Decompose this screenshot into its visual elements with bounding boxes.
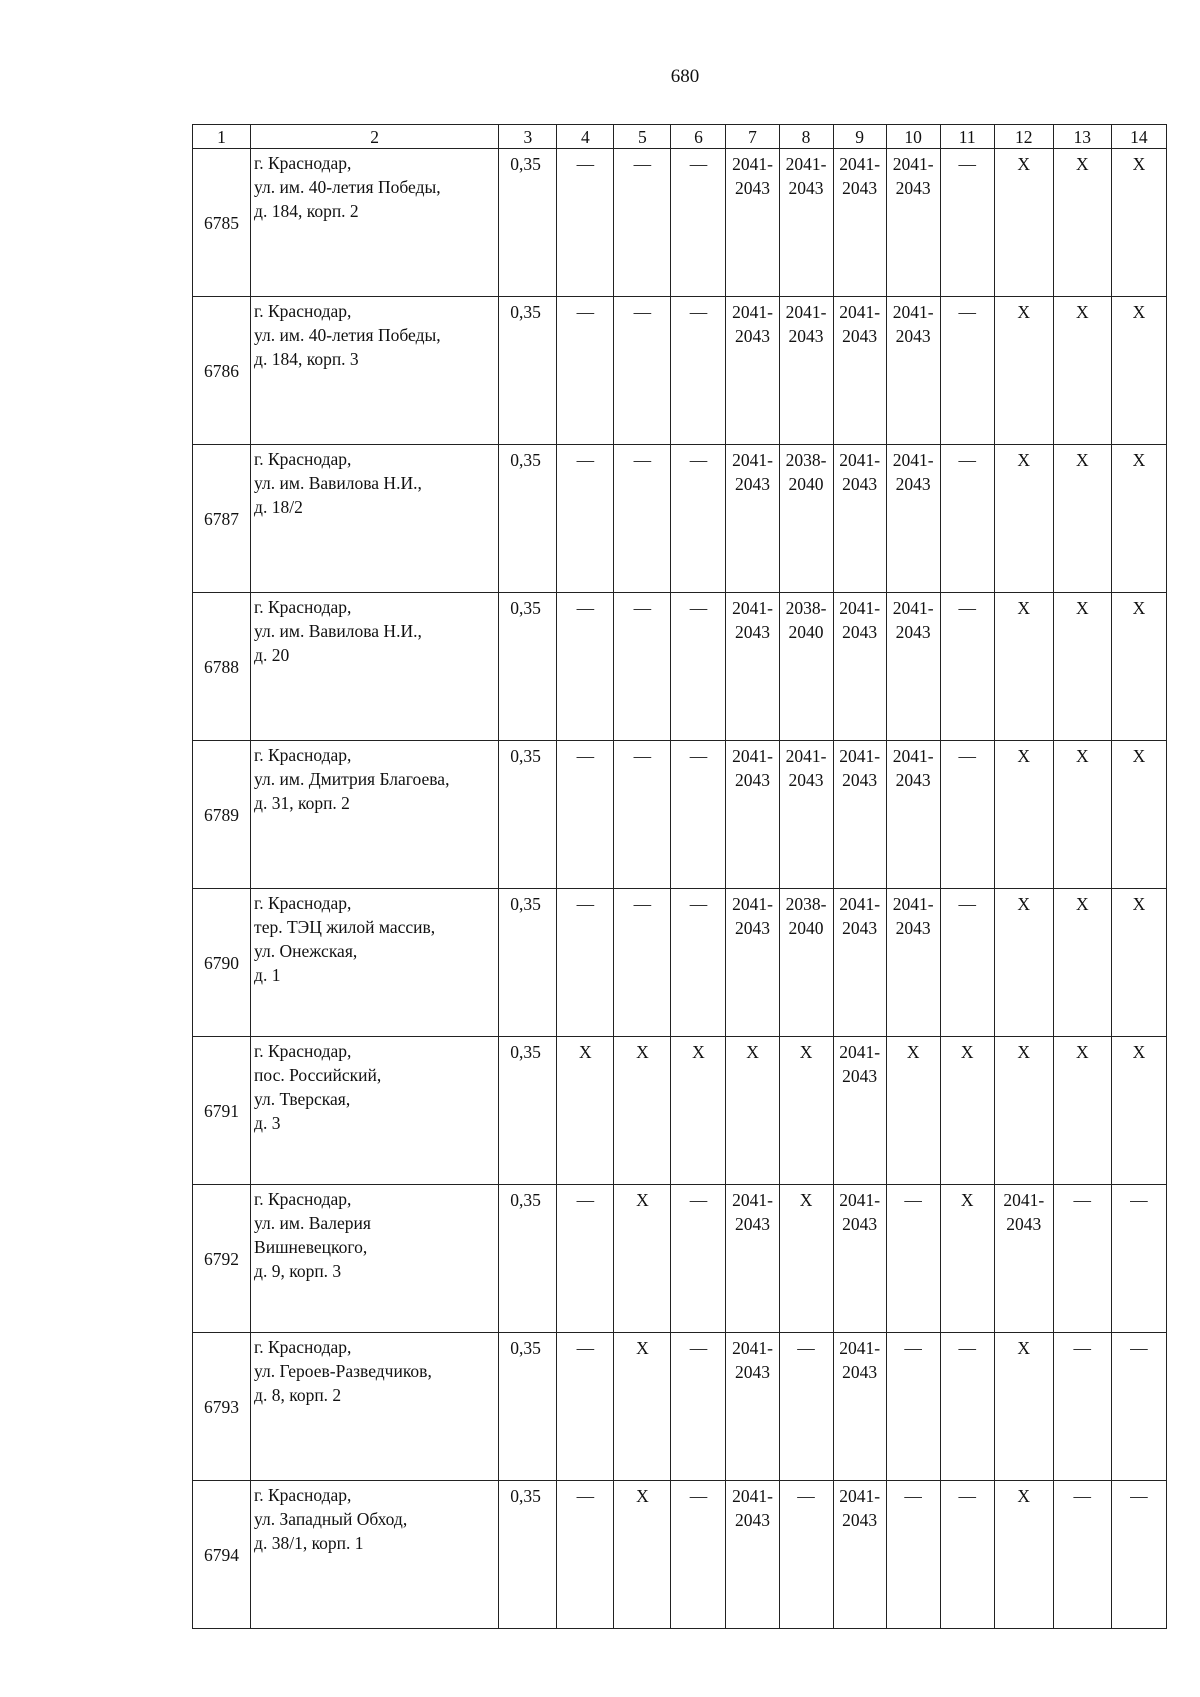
- value-cell: X: [886, 1037, 940, 1185]
- row-number: 6788: [193, 593, 251, 741]
- value-cell: X: [994, 1037, 1053, 1185]
- value-cell: X: [1053, 297, 1111, 445]
- value-cell: 2041- 2043: [833, 149, 886, 297]
- value-cell: —: [1053, 1481, 1111, 1629]
- value-cell: 0,35: [499, 297, 557, 445]
- value-cell: 2041- 2043: [994, 1185, 1053, 1333]
- value-cell: 2041- 2043: [779, 741, 833, 889]
- value-cell: X: [1111, 149, 1166, 297]
- row-number: 6792: [193, 1185, 251, 1333]
- page-number: 680: [670, 66, 700, 87]
- value-cell: —: [940, 149, 994, 297]
- table-row: [193, 149, 1167, 297]
- value-cell: —: [940, 889, 994, 1037]
- value-cell: —: [779, 1481, 833, 1629]
- table-row: [193, 593, 1167, 741]
- value-cell: 2041- 2043: [833, 741, 886, 889]
- value-cell: X: [557, 1037, 614, 1185]
- value-cell: X: [1053, 593, 1111, 741]
- value-cell: —: [1111, 1481, 1166, 1629]
- value-cell: 2041- 2043: [833, 1481, 886, 1629]
- address-line: г. Краснодар,: [254, 1485, 352, 1505]
- row-number: 6793: [193, 1333, 251, 1481]
- column-header: 3: [499, 125, 557, 149]
- value-cell: —: [557, 1185, 614, 1333]
- value-cell: X: [994, 741, 1053, 889]
- value-cell: X: [1111, 889, 1166, 1037]
- value-cell: —: [886, 1185, 940, 1333]
- value-cell: X: [994, 297, 1053, 445]
- column-header: 12: [994, 125, 1053, 149]
- table-row: [193, 1037, 1167, 1185]
- column-header: 9: [833, 125, 886, 149]
- value-cell: 2041- 2043: [886, 741, 940, 889]
- value-cell: 2041- 2043: [726, 889, 779, 1037]
- address-line: ул. им. 40-летия Победы,: [254, 325, 441, 345]
- value-cell: —: [557, 741, 614, 889]
- value-cell: X: [614, 1333, 671, 1481]
- value-cell: —: [1111, 1333, 1166, 1481]
- value-cell: 2041- 2043: [886, 445, 940, 593]
- value-cell: —: [557, 1333, 614, 1481]
- column-header: 10: [886, 125, 940, 149]
- value-cell: 2041- 2043: [833, 1333, 886, 1481]
- value-cell: 0,35: [499, 593, 557, 741]
- row-number: 6786: [193, 297, 251, 445]
- value-cell: 2041- 2043: [886, 593, 940, 741]
- value-cell: —: [886, 1333, 940, 1481]
- address-cell: [251, 297, 499, 445]
- value-cell: X: [994, 149, 1053, 297]
- value-cell: —: [557, 149, 614, 297]
- value-cell: —: [557, 889, 614, 1037]
- address-cell: [251, 1481, 499, 1629]
- address-line: д. 31, корп. 2: [254, 793, 350, 813]
- value-cell: 2041- 2043: [726, 741, 779, 889]
- value-cell: X: [779, 1037, 833, 1185]
- column-header: 8: [779, 125, 833, 149]
- address-line: ул. им. 40-летия Победы,: [254, 177, 441, 197]
- row-number: 6791: [193, 1037, 251, 1185]
- address-line: г. Краснодар,: [254, 597, 352, 617]
- value-cell: —: [557, 297, 614, 445]
- address-line: г. Краснодар,: [254, 1189, 352, 1209]
- value-cell: —: [1053, 1185, 1111, 1333]
- value-cell: 0,35: [499, 445, 557, 593]
- address-line: г. Краснодар,: [254, 1041, 352, 1061]
- value-cell: X: [994, 1481, 1053, 1629]
- value-cell: —: [557, 1481, 614, 1629]
- address-line: ул. им. Дмитрия Благоева,: [254, 769, 450, 789]
- value-cell: 2038- 2040: [779, 889, 833, 1037]
- value-cell: —: [557, 593, 614, 741]
- value-cell: X: [1111, 445, 1166, 593]
- value-cell: 0,35: [499, 1333, 557, 1481]
- address-line: г. Краснодар,: [254, 893, 352, 913]
- value-cell: 2041- 2043: [779, 149, 833, 297]
- address-line: Вишневецкого,: [254, 1237, 368, 1257]
- value-cell: 2041- 2043: [726, 1185, 779, 1333]
- value-cell: 2041- 2043: [833, 445, 886, 593]
- register-table: [192, 124, 1167, 1629]
- table-row: [193, 741, 1167, 889]
- value-cell: 2041- 2043: [726, 1481, 779, 1629]
- value-cell: —: [614, 297, 671, 445]
- value-cell: 2038- 2040: [779, 593, 833, 741]
- address-line: д. 3: [254, 1113, 281, 1133]
- value-cell: X: [1111, 741, 1166, 889]
- value-cell: X: [1111, 1037, 1166, 1185]
- value-cell: 2041- 2043: [833, 889, 886, 1037]
- table-row: [193, 297, 1167, 445]
- value-cell: —: [779, 1333, 833, 1481]
- address-line: ул. им. Вавилова Н.И.,: [254, 473, 422, 493]
- value-cell: X: [1111, 593, 1166, 741]
- column-header: 7: [726, 125, 779, 149]
- value-cell: X: [994, 593, 1053, 741]
- row-number: 6785: [193, 149, 251, 297]
- address-line: ул. им. Валерия: [254, 1213, 371, 1233]
- value-cell: —: [671, 297, 726, 445]
- value-cell: X: [1053, 741, 1111, 889]
- value-cell: —: [671, 149, 726, 297]
- value-cell: —: [614, 593, 671, 741]
- value-cell: X: [1053, 445, 1111, 593]
- table-row: [193, 889, 1167, 1037]
- value-cell: 2041- 2043: [726, 445, 779, 593]
- value-cell: 2041- 2043: [833, 297, 886, 445]
- address-cell: [251, 1333, 499, 1481]
- value-cell: 2041- 2043: [833, 1185, 886, 1333]
- address-cell: [251, 593, 499, 741]
- value-cell: 2038- 2040: [779, 445, 833, 593]
- address-cell: [251, 889, 499, 1037]
- address-cell: [251, 1185, 499, 1333]
- value-cell: 2041- 2043: [726, 297, 779, 445]
- column-header: 6: [671, 125, 726, 149]
- column-header: 2: [251, 125, 499, 149]
- address-line: ул. Онежская,: [254, 941, 358, 961]
- row-number: 6787: [193, 445, 251, 593]
- address-line: г. Краснодар,: [254, 745, 352, 765]
- address-line: ул. Героев-Разведчиков,: [254, 1361, 432, 1381]
- value-cell: —: [940, 741, 994, 889]
- value-cell: X: [994, 445, 1053, 593]
- address-line: г. Краснодар,: [254, 1337, 352, 1357]
- value-cell: —: [671, 445, 726, 593]
- address-line: д. 38/1, корп. 1: [254, 1533, 364, 1553]
- value-cell: —: [940, 1333, 994, 1481]
- address-line: ул. им. Вавилова Н.И.,: [254, 621, 422, 641]
- column-header: 1: [193, 125, 251, 149]
- address-cell: [251, 445, 499, 593]
- value-cell: X: [614, 1185, 671, 1333]
- value-cell: —: [614, 741, 671, 889]
- address-line: д. 184, корп. 3: [254, 349, 359, 369]
- value-cell: X: [1111, 297, 1166, 445]
- value-cell: —: [671, 741, 726, 889]
- value-cell: X: [779, 1185, 833, 1333]
- value-cell: 0,35: [499, 889, 557, 1037]
- value-cell: —: [940, 445, 994, 593]
- value-cell: —: [886, 1481, 940, 1629]
- value-cell: 2041- 2043: [886, 889, 940, 1037]
- value-cell: X: [994, 889, 1053, 1037]
- value-cell: 2041- 2043: [726, 1333, 779, 1481]
- column-header: 14: [1111, 125, 1166, 149]
- column-header: 13: [1053, 125, 1111, 149]
- column-header: 11: [940, 125, 994, 149]
- value-cell: —: [940, 297, 994, 445]
- value-cell: —: [671, 593, 726, 741]
- address-line: г. Краснодар,: [254, 153, 352, 173]
- value-cell: X: [614, 1037, 671, 1185]
- column-header: 4: [557, 125, 614, 149]
- table-row: [193, 445, 1167, 593]
- value-cell: X: [1053, 1037, 1111, 1185]
- value-cell: —: [557, 445, 614, 593]
- table-row: [193, 1185, 1167, 1333]
- table-row: [193, 1481, 1167, 1629]
- address-line: тер. ТЭЦ жилой массив,: [254, 917, 436, 937]
- value-cell: —: [671, 1481, 726, 1629]
- value-cell: X: [671, 1037, 726, 1185]
- value-cell: —: [614, 445, 671, 593]
- value-cell: —: [614, 149, 671, 297]
- value-cell: X: [940, 1037, 994, 1185]
- value-cell: X: [940, 1185, 994, 1333]
- value-cell: —: [940, 1481, 994, 1629]
- value-cell: —: [614, 889, 671, 1037]
- value-cell: —: [1053, 1333, 1111, 1481]
- address-line: д. 9, корп. 3: [254, 1261, 342, 1281]
- value-cell: X: [1053, 889, 1111, 1037]
- row-number: 6794: [193, 1481, 251, 1629]
- value-cell: 2041- 2043: [886, 297, 940, 445]
- value-cell: —: [940, 593, 994, 741]
- address-line: г. Краснодар,: [254, 449, 352, 469]
- value-cell: 0,35: [499, 741, 557, 889]
- value-cell: 2041- 2043: [726, 593, 779, 741]
- value-cell: 2041- 2043: [833, 593, 886, 741]
- address-cell: [251, 149, 499, 297]
- address-line: д. 1: [254, 965, 281, 985]
- value-cell: X: [1053, 149, 1111, 297]
- value-cell: 0,35: [499, 1481, 557, 1629]
- value-cell: 2041- 2043: [833, 1037, 886, 1185]
- value-cell: —: [671, 1333, 726, 1481]
- address-line: г. Краснодар,: [254, 301, 352, 321]
- column-header: 5: [614, 125, 671, 149]
- address-line: ул. Западный Обход,: [254, 1509, 408, 1529]
- value-cell: 2041- 2043: [886, 149, 940, 297]
- value-cell: —: [1111, 1185, 1166, 1333]
- address-line: д. 8, корп. 2: [254, 1385, 342, 1405]
- value-cell: 2041- 2043: [726, 149, 779, 297]
- address-line: пос. Российский,: [254, 1065, 382, 1085]
- address-line: д. 20: [254, 645, 290, 665]
- value-cell: —: [671, 889, 726, 1037]
- value-cell: 0,35: [499, 1037, 557, 1185]
- row-number: 6789: [193, 741, 251, 889]
- value-cell: X: [614, 1481, 671, 1629]
- address-cell: [251, 1037, 499, 1185]
- address-line: д. 184, корп. 2: [254, 201, 359, 221]
- value-cell: —: [671, 1185, 726, 1333]
- value-cell: 0,35: [499, 149, 557, 297]
- address-line: ул. Тверская,: [254, 1089, 351, 1109]
- value-cell: X: [726, 1037, 779, 1185]
- value-cell: 2041- 2043: [779, 297, 833, 445]
- address-line: д. 18/2: [254, 497, 303, 517]
- table-row: [193, 1333, 1167, 1481]
- value-cell: 0,35: [499, 1185, 557, 1333]
- value-cell: X: [994, 1333, 1053, 1481]
- row-number: 6790: [193, 889, 251, 1037]
- address-cell: [251, 741, 499, 889]
- header-row: [193, 125, 1167, 149]
